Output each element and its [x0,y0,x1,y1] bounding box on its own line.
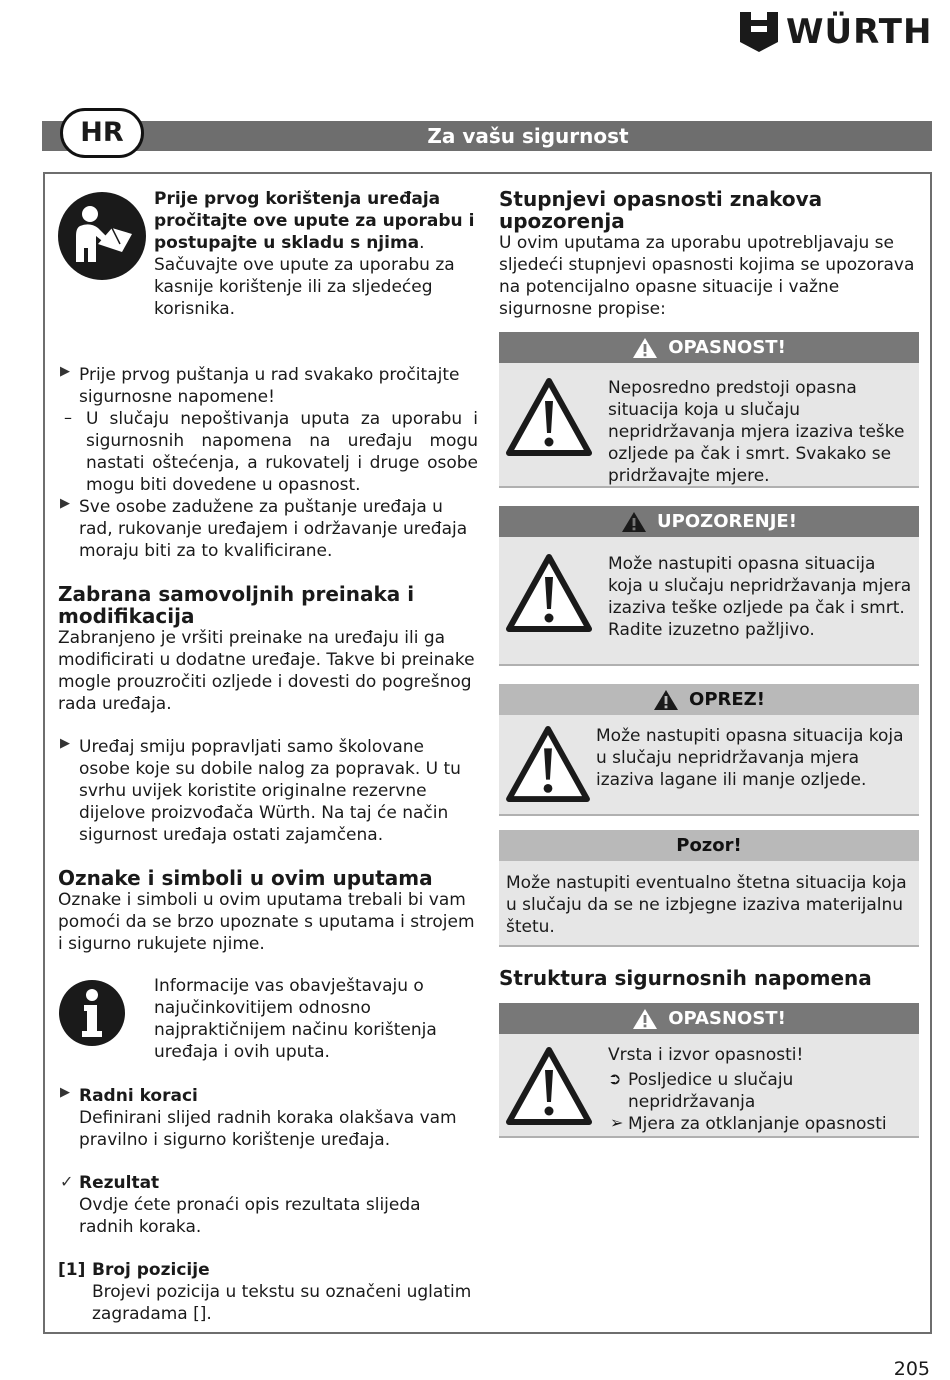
section-text: Oznake i simboli u ovim uputama trebali bi vam pomoći da se brzo upoznate s uputama i strojem i sigurno rukujete njime. [58,890,475,954]
result-title: Rezultat [79,1173,160,1193]
warning-triangle-icon [505,1046,593,1126]
triangle-bullet-icon: ▶ [60,1085,70,1100]
list-item: ▶ Sve osobe zadužene za puštanje uređaja u rad, rukovanje uređajem i održavanje uređaja moraju biti za to kvalificirane. [60,496,468,561]
read-manual-icon [58,192,146,280]
section-text: Zabranjeno je vršiti preinake na uređaju ili ga modificirati u dodatne uređaje. Takve bi preinake mogle prouzročiti ozljede i dovesti do pogrešnog rada uređaja. [58,628,475,714]
structure-line3: Mjera za otklanjanje opasnosti [628,1114,887,1134]
position-title: Broj pozicije [92,1260,210,1280]
structure-box [499,1003,919,1138]
position-marker: [1] [58,1260,86,1280]
notice-text: Može nastupiti eventualno štetna situacija koja u slučaju da se ne izbjegne izaziva materijalnu štetu. [506,873,907,937]
notice-box [499,830,919,947]
wurth-logo [740,12,932,52]
warning-triangle-icon [505,553,593,633]
section-heading: Struktura sigurnosnih napomena [499,966,872,990]
structure-header: OPASNOST! [499,1003,919,1034]
language-badge: HR [60,108,144,158]
brand-name: WÜRTH [786,12,933,52]
steps-item [58,1085,478,1151]
warning-triangle-icon [505,725,591,803]
section-heading: Zabrana samovoljnih preinaka i modifikacija [58,582,415,628]
warning-header: UPOZORENJE! [499,506,919,537]
page-title: Za vašu sigurnost [427,124,629,148]
steps-text: Definirani slijed radnih koraka olakšava vam pravilno i sigurno korištenje uređaja. [79,1108,457,1150]
triangle-bullet-icon: ▶ [60,496,70,511]
list-item: ▶ Uređaj smiju popravljati samo školovane osobe koje su dobile nalog za popravak. U tu svrhu uvijek koristite originalne rezervne dijelove proizvođača Würth. Na taj će način sigurnost uređaja ostati zajamčena. [60,736,461,845]
position-item [58,1259,478,1325]
caution-header: OPREZ! [499,684,919,715]
warning-box [499,506,919,666]
result-text: Ovdje ćete pronaći opis rezultata slijeda radnih koraka. [79,1195,421,1237]
info-icon [58,979,126,1047]
wurth-logo-icon [740,12,778,52]
danger-box [499,332,919,488]
dash-bullet: – [64,408,72,427]
warning-mini-icon [632,1008,658,1030]
triangle-bullet-icon: ▶ [60,736,70,751]
section-header-bar [42,121,932,151]
steps-title: Radni koraci [79,1086,198,1106]
checkmark-icon: ✓ [60,1172,74,1191]
info-text: Informacije vas obavještavaju o najučinkovitijem odnosno najpraktičnijem načinu korištenja uređaja i ovih uputa. [154,976,437,1062]
warning-mini-icon [621,511,647,533]
right-column [499,188,919,1138]
caution-text: Može nastupiti opasna situacija koja u slučaju nepridržavanja mjera izaziva lagane ili manje ozljede. [596,726,904,790]
page-number: 205 [893,1358,930,1380]
section-text: U ovim uputama za uporabu upotrebljavaju se sljedeći stupnjevi opasnosti kojima se upozorava na potencijalno opasne situacije i važne sigurnosne propise: [499,233,915,319]
warning-mini-icon [653,689,679,711]
position-text: Brojevi pozicija u tekstu su označeni uglatim zagradama []. [92,1282,472,1324]
caution-box [499,684,919,816]
structure-line2: Posljedice u slučaju nepridržavanja [628,1070,794,1112]
danger-text: Neposredno predstoji opasna situacija koja u slučaju nepridržavanja mjera izaziva teške ozljede pa čak i smrt. Svakako se pridržavajte mjere. [608,378,905,486]
info-block [58,975,478,1085]
warning-text: Može nastupiti opasna situacija koja u slučaju nepridržavanja mjera izaziva teške ozljede pa čak i smrt. Radite izuzetno pažljivo. [608,554,912,640]
read-first-text: Sačuvajte ove upute za uporabu za kasnije korištenje ili za sljedećeg korisnika. [154,255,455,319]
result-item [58,1172,478,1238]
section-heading: Oznake i simboli u ovim uputama [58,866,433,890]
danger-header: OPASNOST! [499,332,919,363]
warning-triangle-icon [505,377,593,457]
read-manual-block: Prije prvog korištenja uređaja pročitajte ove upute za uporabu i postupajte u skladu s njima . Sačuvajte ove upute za uporabu za kasnije korištenje ili za sljedećeg korisnika. [58,188,478,348]
arrow-circle-icon: ➲ [608,1069,622,1088]
chevron-right-icon: ➢ [610,1113,624,1132]
triangle-bullet-icon: ▶ [60,364,70,379]
read-first-bold: Prije prvog korištenja uređaja pročitajte ove upute za uporabu i postupajte u skladu s njima [154,189,475,253]
left-column [58,188,478,1325]
notice-header: Pozor! [499,830,919,861]
structure-line1: Vrsta i izvor opasnosti! [608,1045,804,1065]
section-heading: Stupnjevi opasnosti znakova upozorenja [499,187,823,233]
warning-mini-icon [632,337,658,359]
list-item: – U slučaju nepoštivanja uputa za uporabu i sigurnosnih napomena na uređaju mogu nastati oštećenja, a rukovatelj i druge osobe mogu biti dovedene u opasnost. [64,408,478,495]
list-item: ▶ Prije prvog puštanja u rad svakako pročitajte sigurnosne napomene! [60,364,460,407]
